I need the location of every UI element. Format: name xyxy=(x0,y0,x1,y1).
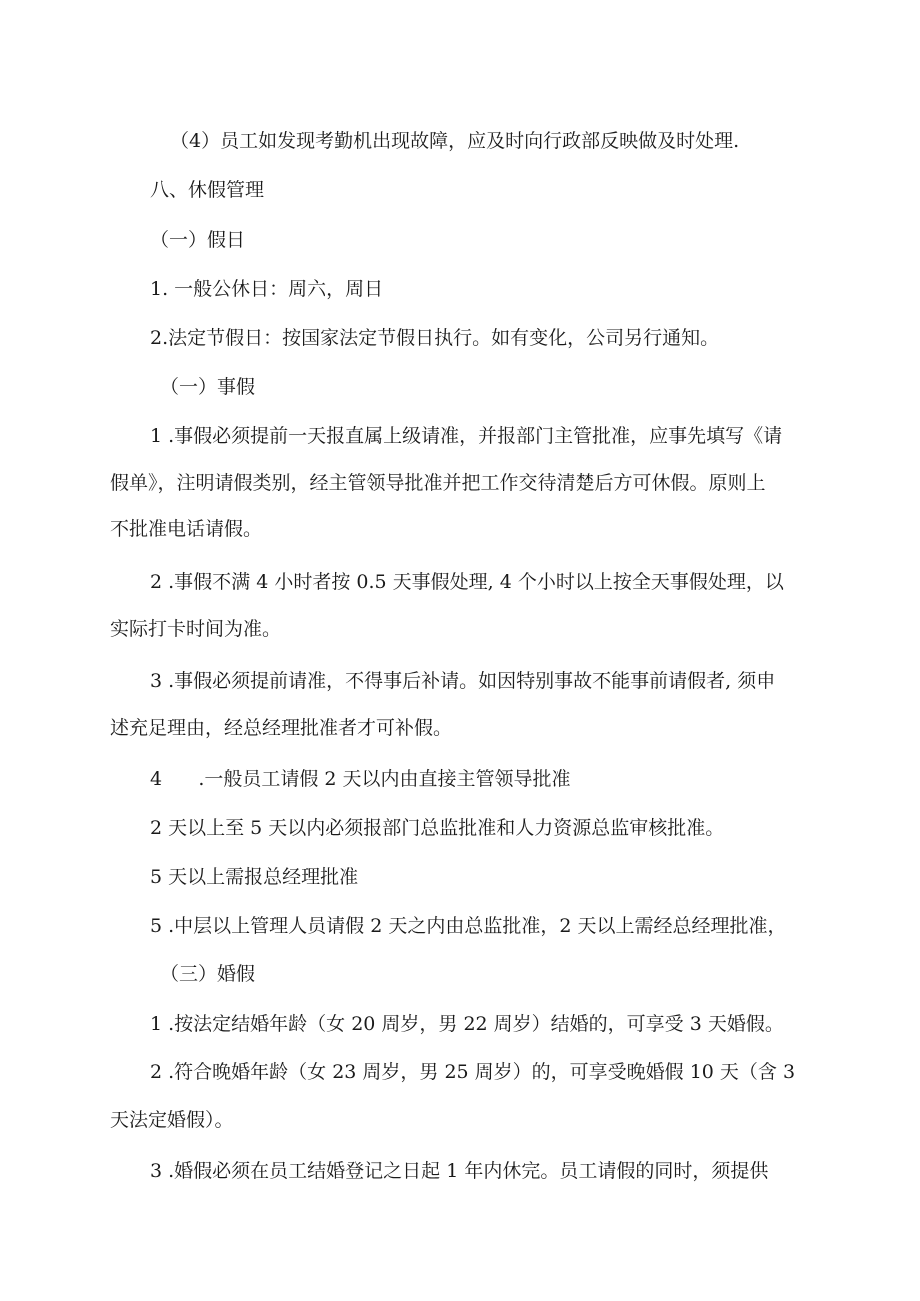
marriage-leave-item-2-line-1: 2 .符合晚婚年龄（女 23 周岁，男 25 周岁）的，可享受晚婚假 10 天（含 3 xyxy=(150,1061,796,1083)
personal-leave-item-4-line-2: 2 天以上至 5 天以内必须报部门总监批准和人力资源总监审核批准。 xyxy=(150,817,725,839)
personal-leave-item-3-line-2: 述充足理由，经总经理批准者才可补假。 xyxy=(110,717,453,739)
personal-leave-item-1-line-3: 不批准电话请假。 xyxy=(110,518,263,540)
subsection-heading-holidays: （一）假日 xyxy=(150,229,246,251)
subsection-heading-marriage-leave: （三）婚假 xyxy=(160,963,256,985)
holiday-item-statutory: 2.法定节假日：按国家法定节假日执行。如有变化，公司另行通知。 xyxy=(150,327,720,349)
marriage-leave-item-1: 1 .按法定结婚年龄（女 20 周岁，男 22 周岁）结婚的，可享受 3 天婚假。 xyxy=(150,1013,784,1035)
section-heading-leave-management: 八、休假管理 xyxy=(150,179,265,201)
personal-leave-item-4-line-1: 4 .一般员工请假 2 天以内由直接主管领导批准 xyxy=(150,768,571,790)
personal-leave-item-2-line-2: 实际打卡时间为准。 xyxy=(110,618,282,640)
subsection-heading-personal-leave: （一）事假 xyxy=(160,376,256,398)
personal-leave-item-5: 5 .中层以上管理人员请假 2 天之内由总监批准，2 天以上需经总经理批准， xyxy=(150,915,787,937)
holiday-item-weekend: 1. 一般公休日：周六，周日 xyxy=(150,278,384,300)
personal-leave-item-4-line-3: 5 天以上需报总经理批准 xyxy=(150,866,359,888)
personal-leave-item-2-line-1: 2 .事假不满 4 小时者按 0.5 天事假处理, 4 个小时以上按全天事假处理，以 xyxy=(150,571,784,593)
attendance-machine-fault-item: （4）员工如发现考勤机出现故障，应及时向行政部反映做及时处理. xyxy=(170,130,740,152)
marriage-leave-item-2-line-2: 天法定婚假）。 xyxy=(110,1109,234,1131)
marriage-leave-item-3-line-1: 3 .婚假必须在员工结婚登记之日起 1 年内休完。员工请假的同时，须提供 xyxy=(150,1160,769,1182)
personal-leave-item-3-line-1: 3 .事假必须提前请准，不得事后补请。如因特别事故不能事前请假者, 须申 xyxy=(150,670,776,692)
personal-leave-item-1-line-1: 1 .事假必须提前一天报直属上级请准，并报部门主管批准，应事先填写《请 xyxy=(150,425,783,447)
personal-leave-item-1-line-2: 假单》，注明请假类别，经主管领导批准并把工作交待清楚后方可休假。原则上 xyxy=(110,472,766,494)
